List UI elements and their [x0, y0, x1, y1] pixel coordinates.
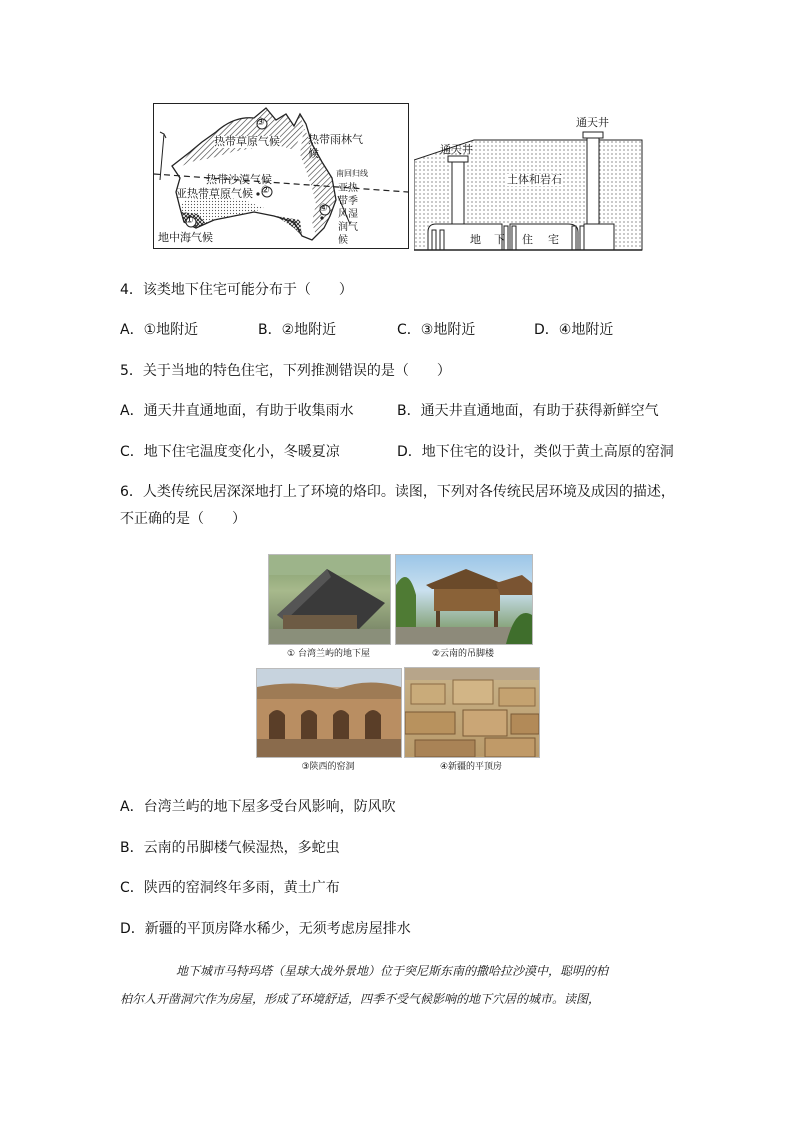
photo-shaanxi-cave-dwelling — [256, 668, 402, 758]
marker-3: ③ — [256, 117, 265, 128]
underground-dwelling-section — [414, 116, 644, 252]
marker-4: ④ — [319, 203, 328, 214]
q6-option-b[interactable]: B．云南的吊脚楼气候湿热，多蛇虫 — [120, 840, 340, 856]
q5-option-a[interactable]: A．通天井直通地面，有助于收集雨水 — [120, 403, 354, 419]
q4-option-b[interactable]: B．②地附近 — [258, 322, 337, 338]
label-tropical-desert: 热带沙漠气候 — [206, 173, 272, 186]
q6-option-d[interactable]: D．新疆的平顶房降水稀少，无须考虑房屋排水 — [120, 921, 411, 937]
label-shaft-left: 通天井 — [440, 143, 473, 156]
q4-stem: 4．该类地下住宅可能分布于（ ） — [120, 282, 353, 298]
photo-1-art — [269, 555, 390, 644]
label-mediterranean: 地中海气候 — [158, 231, 213, 244]
q6-option-a[interactable]: A．台湾兰屿的地下屋多受台风影响，防风吹 — [120, 799, 396, 815]
q4-option-a[interactable]: A．①地附近 — [120, 322, 199, 338]
marker-1: ① — [185, 215, 194, 226]
q6-stem-line2: 不正确的是（ ） — [120, 511, 246, 527]
q4-option-d[interactable]: D．④地附近 — [534, 322, 614, 338]
marker-2: ② — [261, 185, 270, 196]
q5-option-d[interactable]: D．地下住宅的设计，类似于黄土高原的窑洞 — [397, 444, 674, 460]
q6-stem-line1: 6．人类传统民居深深地打上了环境的烙印。读图，下列对各传统民居环境及成因的描述， — [120, 484, 675, 500]
label-under-4: 宅 — [548, 233, 559, 246]
label-shaft-right: 通天井 — [576, 116, 609, 129]
q6-option-c[interactable]: C．陕西的窑洞终年多雨，黄土广布 — [120, 880, 340, 896]
photo-2-art — [396, 555, 532, 644]
photo-lanyu-underground-house — [268, 554, 391, 645]
caption-4: ④新疆的平顶房 — [439, 762, 503, 772]
label-subtropical-humid: 亚热带季风湿润气候 — [338, 183, 358, 246]
label-tropical-grassland: 热带草原气候 — [214, 135, 280, 148]
label-tropic: 南回归线 — [336, 169, 368, 178]
photo-yunnan-stilt-house — [395, 554, 533, 645]
passage-line2: 柏尔人开凿洞穴作为房屋，形成了环境舒适，四季不受气候影响的地下穴居的城市。读图， — [120, 992, 601, 1006]
label-rock: 土体和岩石 — [507, 173, 562, 186]
label-under-3: 住 — [522, 233, 533, 246]
label-under-2: 下 — [494, 233, 505, 246]
passage-line1: 地下城市马特玛塔（星球大战外景地）位于突尼斯东南的撒哈拉沙漠中，聪明的柏 — [176, 964, 609, 978]
caption-2: ②云南的吊脚楼 — [431, 649, 495, 659]
australia-climate-map — [153, 103, 409, 249]
q5-option-b[interactable]: B．通天井直通地面，有助于获得新鲜空气 — [397, 403, 659, 419]
q5-stem: 5．关于当地的特色住宅，下列推测错误的是（ ） — [120, 363, 451, 379]
label-tropical-rainforest: 热带雨林气候 — [308, 133, 363, 160]
caption-1: ① 台湾兰屿的地下屋 — [287, 649, 370, 659]
photo-xinjiang-flat-roof-house — [404, 667, 540, 758]
photo-3-art — [257, 669, 401, 757]
label-subtropical-grassland: 亚热带草原气候 — [176, 187, 253, 200]
label-under-1: 地 — [470, 233, 481, 246]
q4-option-c[interactable]: C．③地附近 — [397, 322, 476, 338]
q5-option-c[interactable]: C．地下住宅温度变化小，冬暖夏凉 — [120, 444, 340, 460]
photo-4-art — [405, 668, 539, 757]
caption-3: ③陕西的窑洞 — [301, 762, 355, 772]
